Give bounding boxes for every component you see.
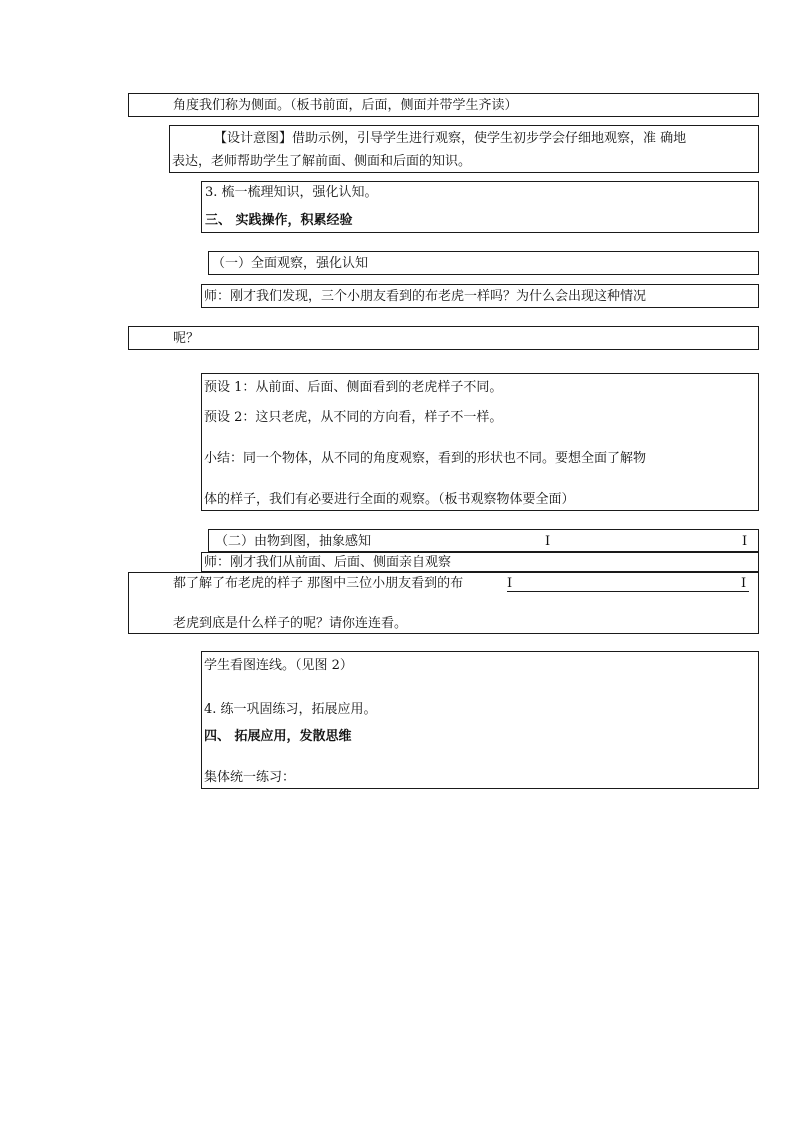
paragraph-line: 老虎到底是什么样子的呢？请你连连看。 bbox=[173, 616, 408, 631]
text-cursor-mark: I bbox=[507, 576, 513, 591]
paragraph-line: 都了解了布老虎的样子 那图中三位小朋友看到的布 bbox=[173, 576, 464, 591]
paragraph-line: 3. 梳一梳理知识，强化认知。 bbox=[205, 185, 378, 200]
paragraph-line: 师：刚才我们发现，三个小朋友看到的布老虎一样吗？为什么会出现这种情况 bbox=[204, 289, 647, 304]
section-heading: 四、 拓展应用，发散思维 bbox=[204, 729, 352, 744]
design-intent-block bbox=[169, 125, 759, 173]
text-block-6 bbox=[128, 326, 759, 350]
paragraph-line: 体的样子，我们有必要进行全面的观察。（板书观察物体要全面） bbox=[204, 492, 575, 507]
text-cursor-mark: I bbox=[545, 534, 551, 549]
paragraph-line: 呢？ bbox=[173, 331, 200, 346]
text-cursor-mark: I bbox=[741, 576, 747, 591]
subsection-heading-block bbox=[208, 251, 759, 275]
subsection-heading: （二）由物到图，抽象感知 bbox=[215, 534, 372, 549]
text-block-11 bbox=[201, 651, 759, 789]
text-block-3 bbox=[201, 181, 759, 233]
paragraph-line: 表达，老师帮助学生了解前面、侧面和后面的知识。 bbox=[172, 154, 472, 169]
paragraph-line: 师：刚才我们从前面、后面、侧面亲自观察 bbox=[204, 555, 452, 570]
presets-block bbox=[201, 373, 759, 511]
subsection-heading: （一）全面观察，强化认知 bbox=[212, 256, 369, 271]
text-block-10 bbox=[128, 572, 759, 634]
paragraph-line: 预设 1：从前面、后面、侧面看到的老虎样子不同。 bbox=[204, 380, 503, 395]
text-block-9 bbox=[201, 552, 759, 572]
underline-blank bbox=[507, 591, 749, 592]
paragraph-line: 角度我们称为侧面。（板书前面，后面，侧面并带学生齐读） bbox=[173, 98, 518, 113]
paragraph-line: 【设计意图】借助示例，引导学生进行观察，使学生初步学会仔细地观察，准 确地 bbox=[214, 131, 687, 146]
section-heading: 三、 实践操作，积累经验 bbox=[205, 213, 353, 228]
paragraph-line: 4. 练一巩固练习，拓展应用。 bbox=[204, 702, 377, 717]
paragraph-line: 预设 2：这只老虎，从不同的方向看，样子不一样。 bbox=[204, 410, 503, 425]
subsection-heading-block-2 bbox=[208, 529, 759, 552]
paragraph-line: 集体统一练习： bbox=[204, 770, 296, 785]
text-block-1 bbox=[128, 93, 759, 117]
text-block-5 bbox=[201, 284, 759, 308]
paragraph-line: 小结：同一个物体，从不同的角度观察，看到的形状也不同。要想全面了解物 bbox=[204, 451, 647, 466]
paragraph-line: 学生看图连线。（见图 2） bbox=[204, 658, 353, 673]
text-cursor-mark: I bbox=[742, 534, 748, 549]
